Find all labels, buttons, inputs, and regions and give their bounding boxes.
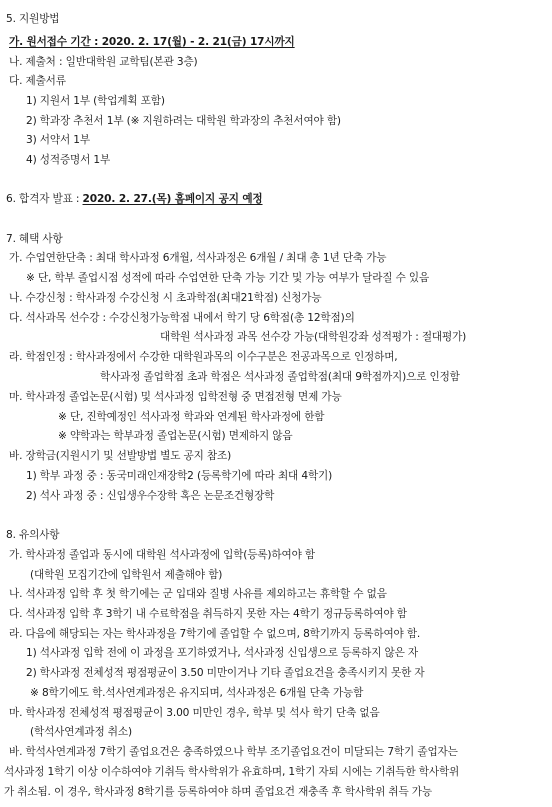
benefit-line-cont: 대학원 석사과정 과목 선수강 가능(대학원강좌 성적평가 : 절대평가) [160,331,467,343]
section-5-heading: 5. 지원방법 [6,13,60,25]
benefit-line: 바. 장학금(지원시기 및 선발방법 별도 공지 참조) [9,450,232,462]
benefit-line: 라. 학점인정 : 학사과정에서 수강한 대학원과목의 이수구분은 전공과목으로 인정하며, [9,351,398,363]
notice-line-cont: 석사과정 1학기 이상 이수하여야 기취득 학사학위가 유효하며, 1학기 자퇴 시에는 기취득한 학사학위 [4,766,460,778]
doc-item: 4) 성적증명서 1부 [26,154,111,166]
notice-line-cont: (학석사연계과정 취소) [30,726,132,738]
doc-item: 3) 서약서 1부 [26,134,90,146]
notice-sub-item: 1) 석사과정 입학 전에 이 과정을 포기하였거나, 석사과정 신입생으로 등록하지 않은 자 [26,647,419,659]
doc-item: 2) 학과장 추천서 1부 (※ 지원하려는 대학원 학과장의 추천서여야 함) [26,115,341,127]
benefit-note: ※ 단, 학부 졸업시점 성적에 따라 수업연한 단축 가능 기간 및 가능 여부가 달라질 수 있음 [26,272,430,284]
scholarship-item: 2) 석사 과정 중 : 신입생우수장학 혹은 논문조건형장학 [26,490,275,502]
section-8-heading: 8. 유의사항 [6,529,60,541]
benefit-line: 가. 수업연한단축 : 최대 학사과정 6개월, 석사과정은 6개월 / 최대 총 1년 단축 가능 [9,252,387,264]
benefit-line: 나. 수강신청 : 학사과정 수강신청 시 초과학점(최대21학점) 신청가능 [9,292,322,304]
notice-sub-item: 2) 학사과정 전체성적 평점평균이 3.50 미만이거나 기타 졸업요건을 충족시키지 못한 자 [26,667,425,679]
section-6-announcement [6,192,263,206]
notice-line: 마. 학사과정 전체성적 평점평균이 3.00 미만인 경우, 학부 및 석사 학기 단축 없음 [9,707,380,719]
benefit-note: ※ 단, 진학예정인 석사과정 학과와 연계된 학사과정에 한함 [58,411,325,423]
notice-line-cont: (대학원 모집기간에 입학원서 제출해야 함) [30,569,223,581]
benefit-line: 다. 석사과목 선수강 : 수강신청가능학점 내에서 학기 당 6학점(총 12학점)의 [9,312,355,324]
announcement-label: 6. 합격자 발표 : [6,193,83,205]
doc-item: 1) 지원서 1부 (학업계획 포함) [26,95,165,107]
notice-line-cont: 가 취소됨. 이 경우, 학사과정 8학기를 등록하여야 하며 졸업요건 재충족 후 학사학위 취득 가능 [4,786,432,798]
notice-note: ※ 8학기에도 학.석사연계과정은 유지되며, 석사과정은 6개월 단축 가능함 [30,687,364,699]
notice-line: 가. 학사과정 졸업과 동시에 대학원 석사과정에 입학(등록)하여야 함 [9,549,315,561]
section-7-heading: 7. 혜택 사항 [6,233,63,245]
notice-line: 라. 다음에 해당되는 자는 학사과정을 7학기에 졸업할 수 없으며, 8학기까지 등록하여야 함. [9,628,421,640]
scholarship-item: 1) 학부 과정 중 : 동국미래인재장학2 (등록학기에 따라 최대 4학기) [26,470,333,482]
application-period: 가. 원서접수 기간 : 2020. 2. 17(월) - 2. 21(금) 17시까지 [9,36,295,48]
notice-line: 다. 석사과정 입학 후 3학기 내 수료학점을 취득하지 못한 자는 4학기 정규등록하여야 함 [9,608,407,620]
notice-line: 바. 학석사연계과정 7학기 졸업요건은 충족하였으나 학부 조기졸업요건이 미달되는 7학기 졸업자는 [9,746,458,758]
required-documents-title: 다. 제출서류 [9,75,66,87]
benefit-line: 마. 학사과정 졸업논문(시험) 및 석사과정 입학전형 중 면접전형 면제 가능 [9,391,342,403]
benefit-note: ※ 약학과는 학부과정 졸업논문(시험) 면제하지 않음 [58,430,293,442]
announcement-date: 2020. 2. 27.(목) 홈페이지 공지 예정 [82,193,263,205]
benefit-line-cont: 학사과정 졸업학점 초과 학점은 석사과정 졸업학점(최대 9학점까지)으로 인정함 [100,371,460,383]
submission-office: 나. 제출처 : 일반대학원 교학팀(본관 3층) [9,56,198,68]
notice-line: 나. 석사과정 입학 후 첫 학기에는 군 입대와 질병 사유를 제외하고는 휴학할 수 없음 [9,588,387,600]
